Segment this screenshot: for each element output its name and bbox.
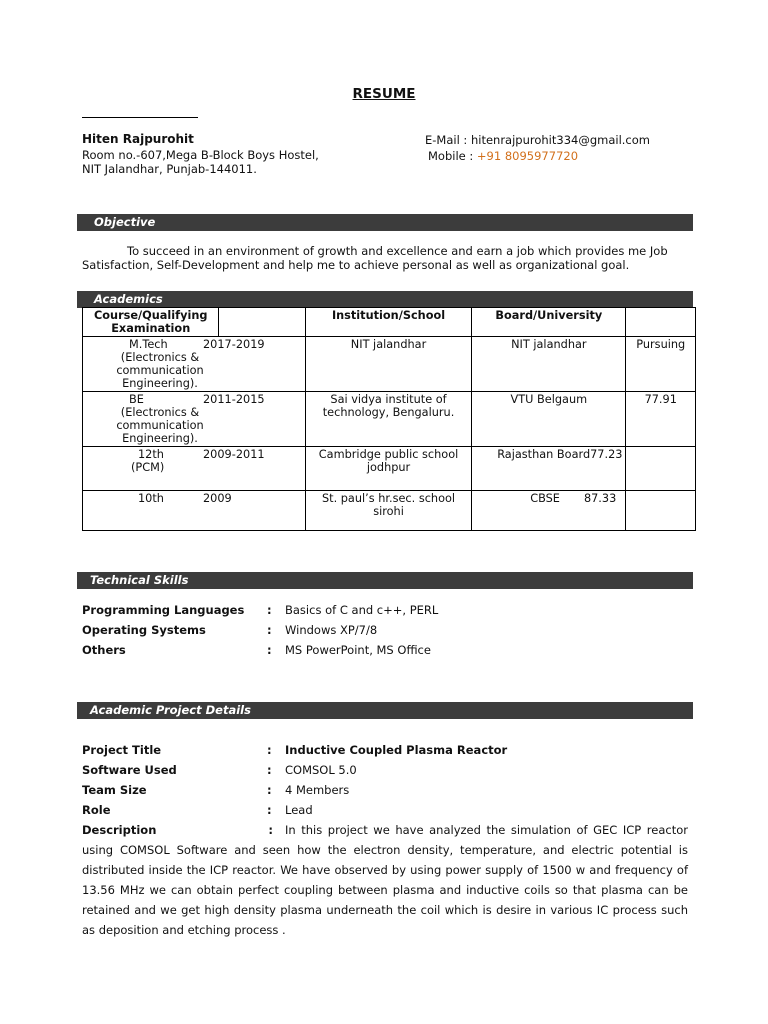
course-cell xyxy=(83,447,306,491)
skill-colon: : xyxy=(267,603,272,617)
project-label: Software Used xyxy=(82,763,177,777)
project-heading: Academic Project Details xyxy=(90,703,251,717)
email-row xyxy=(425,132,650,148)
course-year: 2011-2015 xyxy=(203,393,265,406)
course-name: 10th xyxy=(138,492,164,505)
address-line-1: Room no.-607,Mega B-Block Boys Hostel, xyxy=(82,148,319,162)
skill-label: Programming Languages xyxy=(82,603,245,617)
skill-value: Windows XP/7/8 xyxy=(285,623,378,637)
contact-info xyxy=(425,132,650,164)
column-header-score xyxy=(626,308,696,337)
skill-colon: : xyxy=(267,623,272,637)
skills-heading: Technical Skills xyxy=(90,573,189,587)
project-colon: : xyxy=(267,763,272,777)
project-label: Team Size xyxy=(82,783,147,797)
board-name: Rajasthan Board xyxy=(497,448,591,461)
objective-heading-bar xyxy=(77,214,693,231)
resume-title: RESUME xyxy=(352,86,416,102)
board-score: 87.33 xyxy=(583,492,617,505)
skills-heading-bar xyxy=(77,572,693,589)
academics-heading-bar xyxy=(77,291,693,308)
institution-cell: Sai vidya institute of technology, Bengaluru. xyxy=(305,392,471,447)
objective-body: To succeed in an environment of growth and excellence and earn a job which provides me Job Satisfaction, Self-Development and help me to achieve personal as well as organizational goal. xyxy=(82,244,668,272)
objective-text xyxy=(82,244,692,272)
skill-colon: : xyxy=(267,643,272,657)
board-cell: NIT jalandhar xyxy=(472,337,626,392)
course-year: 2017-2019 xyxy=(203,338,265,351)
address xyxy=(82,148,319,176)
column-header-course: Course/Qualifying Examination xyxy=(83,308,219,337)
skill-label: Operating Systems xyxy=(82,623,206,637)
academics-table xyxy=(82,307,696,531)
course-detail: (Electronics & communication Engineering). xyxy=(116,406,204,445)
table-row xyxy=(83,447,696,491)
project-heading-bar xyxy=(77,702,693,719)
project-colon: : xyxy=(267,783,272,797)
board-name: CBSE xyxy=(530,492,560,505)
description-colon: : xyxy=(268,823,273,837)
academics-heading: Academics xyxy=(94,292,163,306)
score-cell: 77.91 xyxy=(626,392,696,447)
course-detail: (Electronics & communication Engineering). xyxy=(116,351,204,390)
course-year: 2009-2011 xyxy=(203,448,265,461)
email-label: E-Mail : xyxy=(425,133,471,147)
board-cell xyxy=(472,447,626,491)
email-address[interactable]: hitenrajpurohit334@gmail.com xyxy=(470,133,650,147)
table-row xyxy=(83,491,696,531)
score-cell xyxy=(626,447,696,491)
project-label: Role xyxy=(82,803,111,817)
course-year: 2009 xyxy=(203,492,232,505)
course-cell xyxy=(83,491,306,531)
mobile-row xyxy=(425,148,650,164)
course-name: BE xyxy=(129,393,144,406)
course-name: M.Tech xyxy=(129,338,168,351)
skill-label: Others xyxy=(82,643,126,657)
objective-heading: Objective xyxy=(94,215,156,229)
board-cell xyxy=(472,491,626,531)
signature-rule xyxy=(82,117,198,118)
institution-cell: Cambridge public school jodhpur xyxy=(305,447,471,491)
course-name: 12th xyxy=(138,448,164,461)
project-colon: : xyxy=(267,743,272,757)
board-cell: VTU Belgaum xyxy=(472,392,626,447)
score-cell xyxy=(626,491,696,531)
course-detail: (PCM) xyxy=(131,461,165,474)
description-text: In this project we have analyzed the simulation of GEC ICP reactor using COMSOL Software and seen how the electron density, temperature, and electric potential is distributed inside the ICP reactor. We have observed by using power supply of 1500 w and frequency of 13.56 MHz we can obtain perfect coupling between plasma and inductive coils so that plasma can be retained and we get high density plasma underneath the coil which is desire in various IC process such as deposition and etching process . xyxy=(82,823,688,937)
institution-cell: NIT jalandhar xyxy=(305,337,471,392)
column-header-institution: Institution/School xyxy=(305,308,471,337)
table-header-row xyxy=(83,308,696,337)
skill-value: Basics of C and c++, PERL xyxy=(285,603,439,617)
skill-value: MS PowerPoint, MS Office xyxy=(285,643,431,657)
project-label: Project Title xyxy=(82,743,162,757)
description-label: Description xyxy=(82,823,157,837)
score-cell: Pursuing xyxy=(626,337,696,392)
project-colon: : xyxy=(267,803,272,817)
candidate-name: Hiten Rajpurohit xyxy=(82,132,194,146)
table-row xyxy=(83,392,696,447)
course-cell xyxy=(83,392,306,447)
mobile-number: +91 8095977720 xyxy=(476,149,579,163)
project-value: 4 Members xyxy=(285,783,350,797)
address-line-2: NIT Jalandhar, Punjab-144011. xyxy=(82,162,257,176)
column-header-board: Board/University xyxy=(472,308,626,337)
project-value: Lead xyxy=(285,803,313,817)
project-value: COMSOL 5.0 xyxy=(285,763,357,777)
course-cell xyxy=(83,337,306,392)
mobile-label: Mobile : xyxy=(428,149,477,163)
project-title-value: Inductive Coupled Plasma Reactor xyxy=(285,743,508,757)
board-score: 77.23 xyxy=(590,448,623,461)
institution-cell: St. paul’s hr.sec. school sirohi xyxy=(305,491,471,531)
table-row xyxy=(83,337,696,392)
column-header-empty xyxy=(219,308,305,337)
project-description xyxy=(82,820,688,940)
